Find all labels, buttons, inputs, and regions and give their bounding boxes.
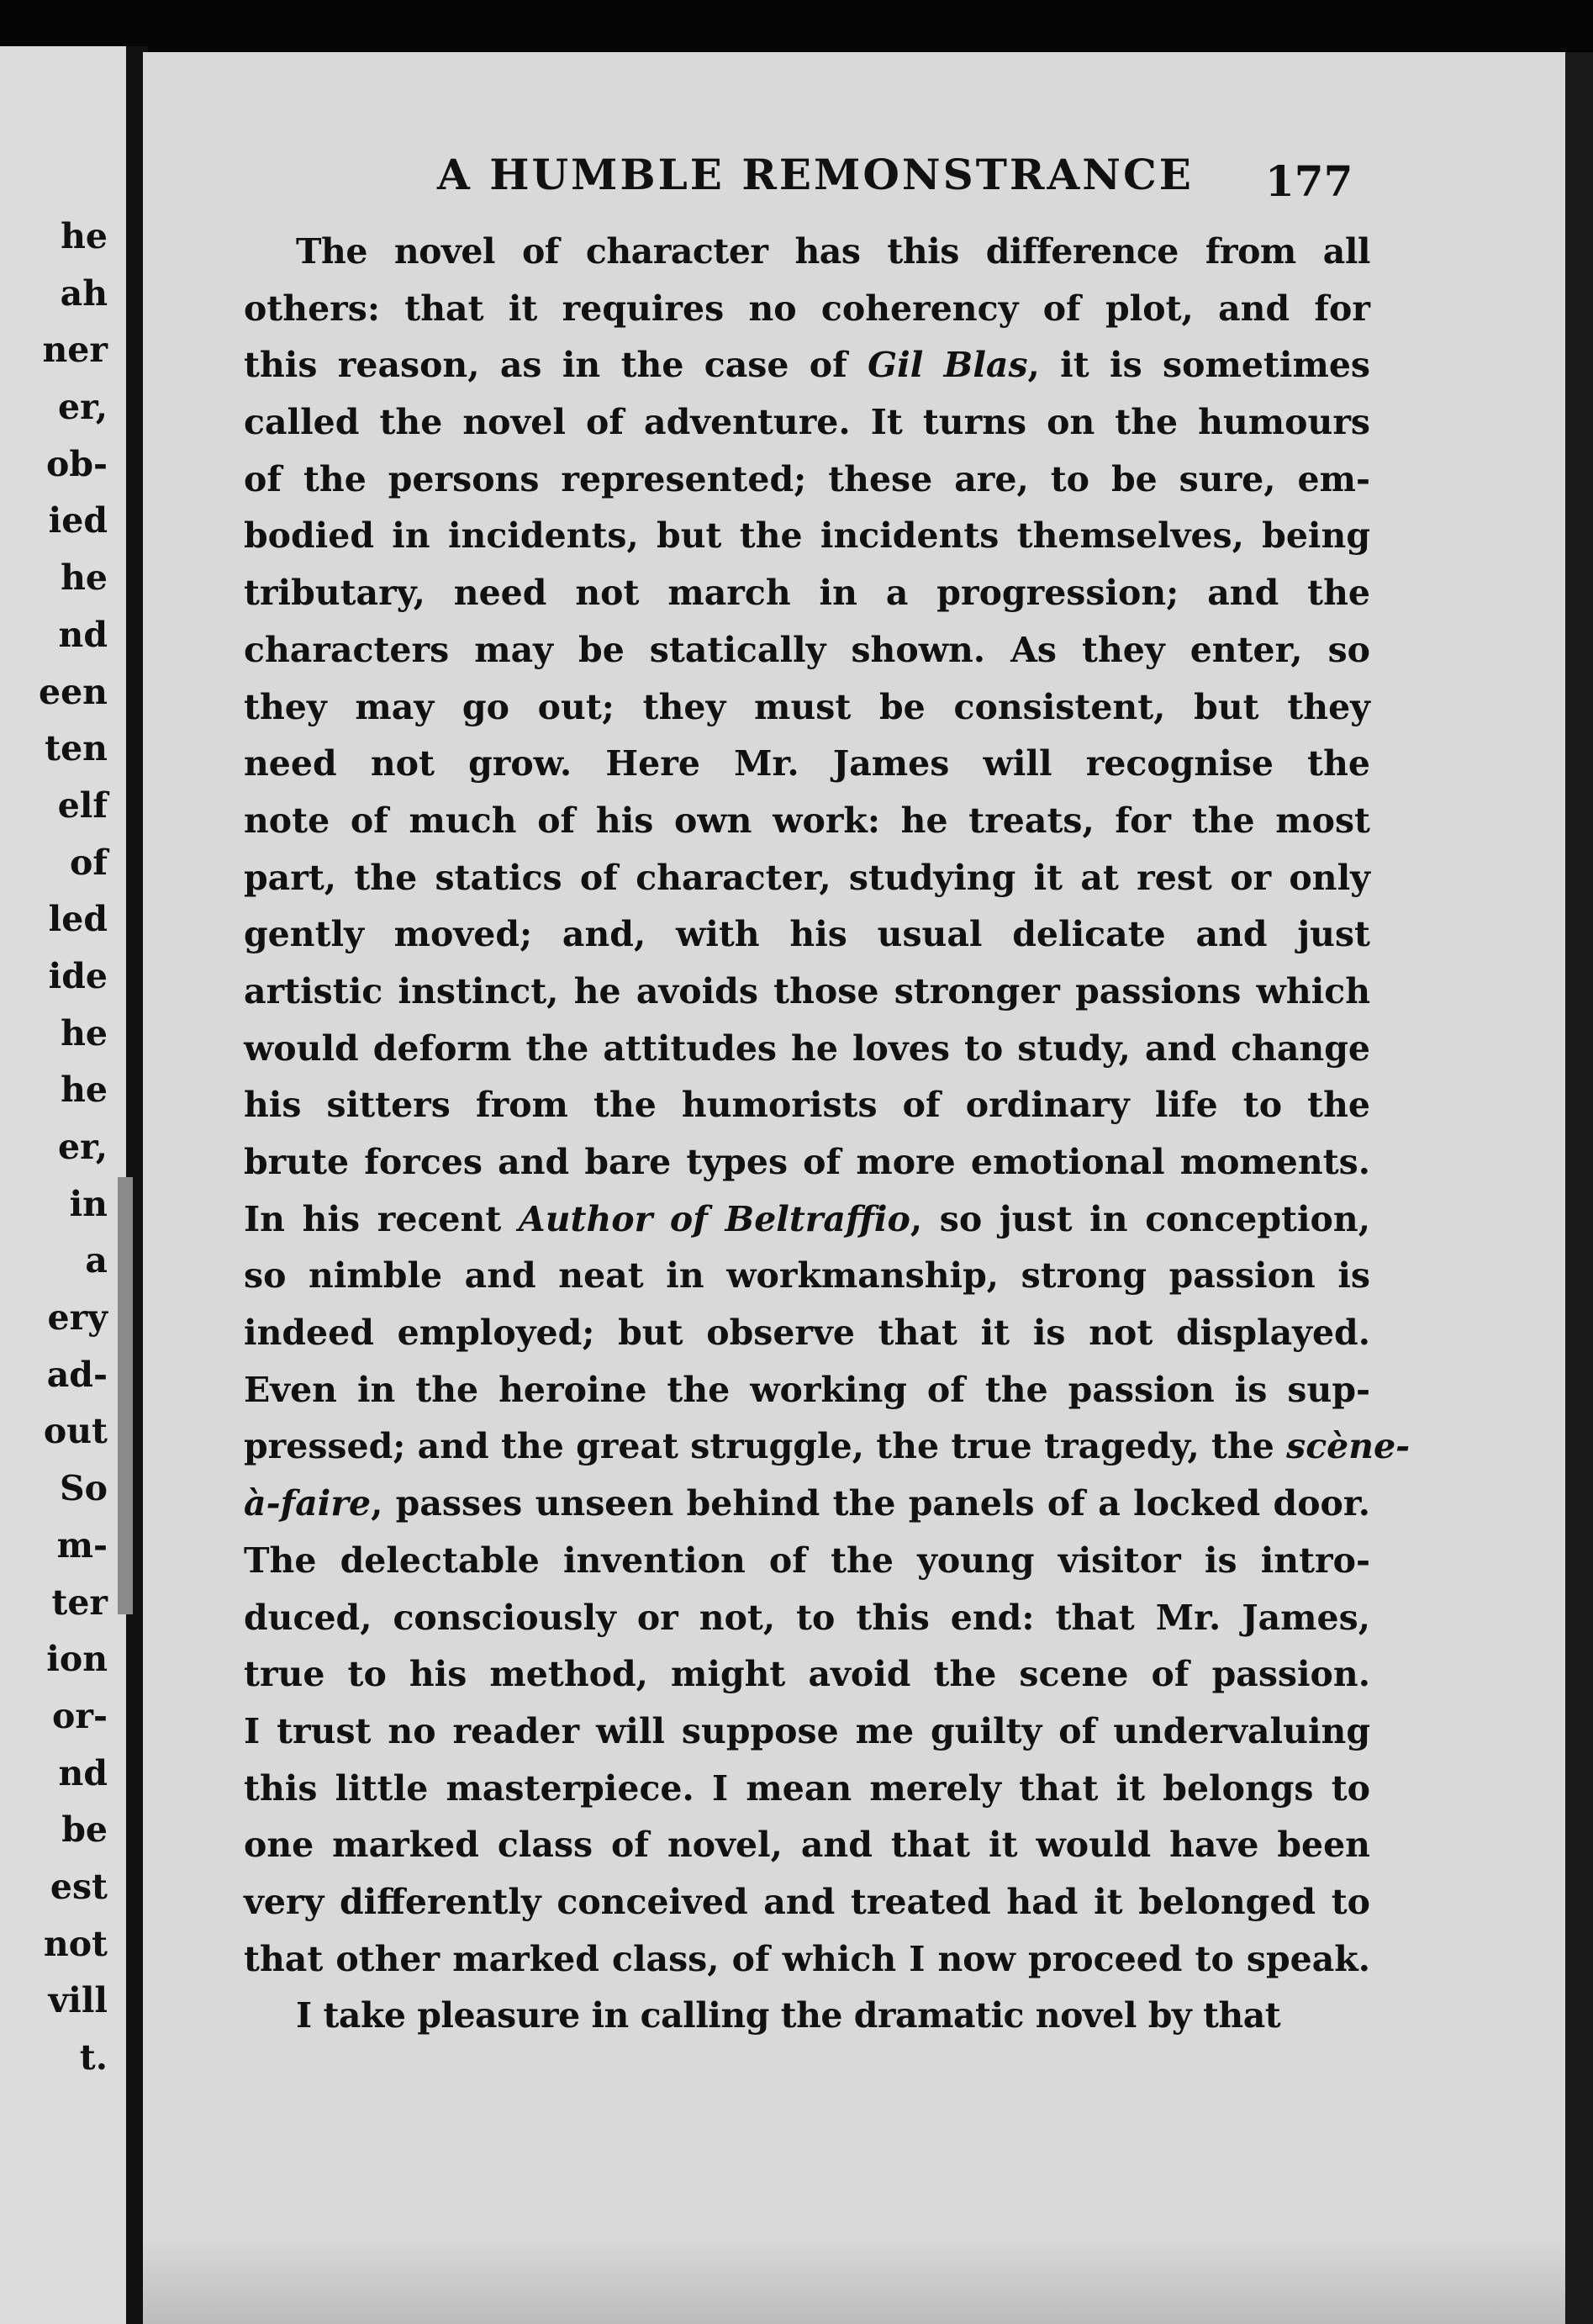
- italic-title-text: à-faire: [244, 1483, 372, 1524]
- text-line: [244, 337, 1370, 394]
- text-line: [244, 1248, 1370, 1305]
- facing-page-line-fragment: nd: [58, 1752, 108, 1793]
- text-line: [244, 906, 1370, 964]
- facing-page-line-fragment: er,: [58, 387, 108, 428]
- text-line: [244, 1703, 1370, 1761]
- text-line: [244, 1533, 1370, 1590]
- text-line: [244, 1874, 1370, 1931]
- text-run: this reason, as in the case of: [244, 345, 868, 386]
- page-bottom-shading: [143, 2237, 1593, 2324]
- text-line: [244, 964, 1370, 1021]
- text-run: , so just in conception,: [910, 1198, 1370, 1239]
- facing-page-line-fragment: of: [70, 842, 108, 883]
- facing-page-line-fragment: or-: [52, 1695, 108, 1736]
- italic-title-text: Gil Blas: [868, 345, 1028, 386]
- text-line: [244, 1077, 1370, 1134]
- text-run: indeed employed; but observe that it is not displayed.: [244, 1313, 1370, 1354]
- facing-page-line-fragment: he: [61, 557, 108, 599]
- text-run: I take pleasure in calling the dramatic novel by that: [296, 1995, 1281, 2036]
- text-run: very differently conceived and treated had it belonged to: [244, 1881, 1370, 1922]
- text-line: [244, 1476, 1370, 1533]
- facing-page-line-fragment: ah: [60, 272, 108, 314]
- text-line: [244, 452, 1370, 509]
- facing-page-line-fragment: een: [39, 671, 108, 712]
- facing-page-line-fragment: elf: [57, 784, 108, 826]
- text-run: of the persons represented; these are, to be sure, em-: [244, 458, 1370, 499]
- text-line: [244, 1305, 1370, 1362]
- text-line: [244, 793, 1370, 850]
- text-run: would deform the attitudes he loves to study, and change: [244, 1027, 1370, 1069]
- text-run: I trust no reader will suppose me guilty of undervaluing: [244, 1710, 1370, 1751]
- text-run: note of much of his own work: he treats, for the most: [244, 800, 1370, 841]
- scan-top-border: [0, 0, 1593, 50]
- facing-page-line-fragment: nd: [58, 614, 108, 655]
- text-run: need not grow. Here Mr. James will recognise the: [244, 743, 1370, 784]
- text-run: true to his method, might avoid the scene of passion.: [244, 1654, 1370, 1695]
- text-run: this little masterpiece. I mean merely that it belongs to: [244, 1767, 1370, 1809]
- facing-page-line-fragment: ery: [47, 1297, 108, 1339]
- text-line: [244, 1988, 1370, 2045]
- text-line: [244, 565, 1370, 622]
- facing-page-line-fragment: he: [61, 216, 108, 256]
- facing-page-line-fragment: vill: [48, 1980, 108, 2021]
- text-run: characters may be statically shown. As they enter, so: [244, 629, 1370, 670]
- italic-title-text: scène-: [1286, 1426, 1411, 1467]
- italic-title-text: Author of Beltraffio: [518, 1198, 910, 1239]
- facing-page-line-fragment: ner: [42, 330, 108, 371]
- text-run: Even in the heroine the working of the passion is sup-: [244, 1369, 1370, 1410]
- text-line: [244, 850, 1370, 907]
- text-line: [244, 1021, 1370, 1078]
- facing-page-line-fragment: he: [61, 1012, 108, 1054]
- text-run: bodied in incidents, but the incidents themselves, being: [244, 515, 1370, 557]
- text-run: they may go out; they must be consistent, but they: [244, 686, 1370, 727]
- facing-page-line-fragment: ter: [51, 1582, 108, 1623]
- text-line: [244, 1418, 1411, 1476]
- body-text: [244, 224, 1411, 2045]
- facing-page-line-fragment: ten: [45, 728, 108, 769]
- text-line: [244, 736, 1370, 793]
- facing-page-line-fragment: be: [61, 1809, 108, 1851]
- facing-page-line-fragment: in: [69, 1183, 108, 1224]
- text-line: [244, 1817, 1370, 1874]
- facing-page-line-fragment: So: [60, 1468, 108, 1509]
- facing-page-line-fragment: not: [43, 1923, 108, 1964]
- facing-page-line-fragment: m-: [56, 1524, 108, 1566]
- facing-page-line-fragment: est: [50, 1866, 108, 1907]
- facing-page-line-fragment: ob-: [45, 443, 108, 484]
- text-run: pressed; and the great struggle, the true tragedy, the: [244, 1426, 1287, 1467]
- text-run: his sitters from the humorists of ordinary life to the: [244, 1085, 1370, 1126]
- text-run: brute forces and bare types of more emotional moments.: [244, 1142, 1370, 1182]
- text-run: The delectable invention of the young visitor is intro-: [244, 1540, 1370, 1581]
- gutter-shading: [118, 1177, 133, 1614]
- text-run: part, the statics of character, studying it at rest or only: [244, 857, 1370, 898]
- text-line: [244, 1191, 1370, 1249]
- text-line: [244, 1590, 1370, 1647]
- text-run: The novel of character has this difference from all: [296, 231, 1370, 272]
- text-line: [244, 1134, 1370, 1191]
- text-line: [244, 1931, 1370, 1989]
- text-run: , passes unseen behind the panels of a locked door.: [371, 1483, 1370, 1524]
- facing-page-line-fragment: he: [61, 1070, 108, 1111]
- text-run: tributary, need not march in a progression; and the: [244, 573, 1370, 614]
- facing-page-line-fragment: ion: [46, 1639, 108, 1680]
- scan-right-border: [1565, 52, 1593, 2324]
- text-run: one marked class of novel, and that it would have been: [244, 1825, 1370, 1866]
- text-line: [244, 1761, 1370, 1818]
- running-head: A HUMBLE REMONSTRANCE: [437, 150, 1194, 199]
- text-run: so nimble and neat in workmanship, strong passion is: [244, 1255, 1370, 1297]
- text-run: called the novel of adventure. It turns on the humours: [244, 402, 1370, 443]
- facing-page-line-fragment: a: [85, 1240, 108, 1281]
- facing-page-line-fragment: led: [48, 899, 108, 940]
- facing-page-line-fragment: er,: [58, 1127, 108, 1167]
- text-run: that other marked class, of which I now proceed to speak.: [244, 1938, 1370, 1979]
- text-line: [244, 1646, 1370, 1703]
- text-line: [244, 224, 1370, 281]
- facing-page-line-fragment: ide: [48, 955, 108, 996]
- text-line: [244, 679, 1370, 737]
- text-line: [244, 281, 1370, 338]
- text-line: [244, 622, 1370, 679]
- text-run: In his recent: [244, 1198, 519, 1239]
- text-run: duced, consciously or not, to this end: that Mr. James,: [244, 1597, 1370, 1638]
- text-line: [244, 508, 1370, 565]
- text-run: , it is sometimes: [1027, 345, 1370, 386]
- facing-page-text-fragments: [0, 209, 108, 2087]
- facing-page-line-fragment: ad-: [46, 1354, 108, 1395]
- facing-page-line-fragment: out: [43, 1411, 108, 1452]
- text-line: [244, 394, 1370, 452]
- text-line: [244, 1362, 1370, 1419]
- text-run: others: that it requires no coherency of plot, and for: [244, 288, 1370, 329]
- page-number: 177: [1265, 156, 1353, 206]
- facing-page-line-fragment: t.: [79, 2037, 108, 2078]
- facing-page-line-fragment: ied: [48, 500, 108, 541]
- text-run: gently moved; and, with his usual delicate and just: [244, 914, 1370, 955]
- text-run: artistic instinct, he avoids those stronger passions which: [244, 970, 1370, 1011]
